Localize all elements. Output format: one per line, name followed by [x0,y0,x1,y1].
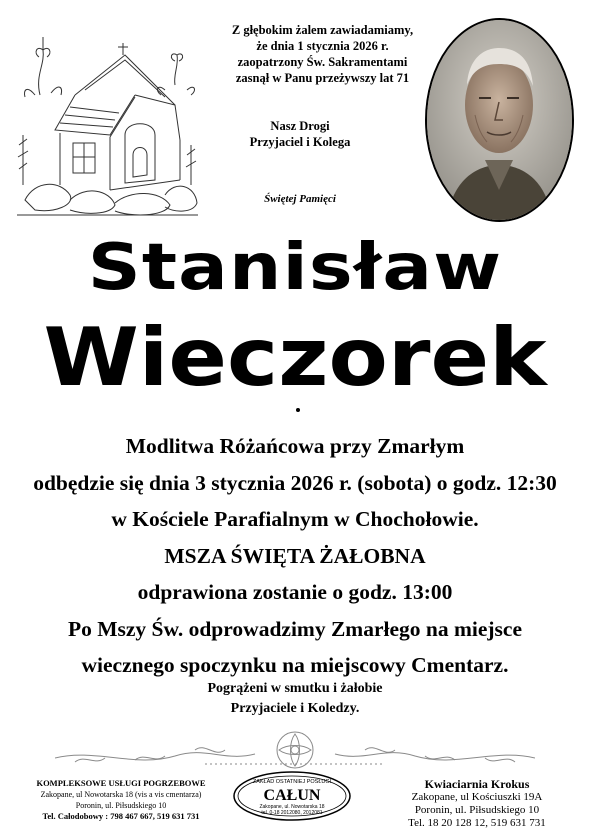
details-line: odbędzie się dnia 3 stycznia 2026 r. (sobota) o godz. 12:30 [33,470,557,495]
intro-text [195,22,450,86]
relation-text [215,118,385,150]
details-line: Modlitwa Różańcowa przy Zmarłym [125,434,465,458]
details-line: w Kościele Parafialnym w Chochołowie. [111,507,479,531]
florist-address: Poronin, ul. Piłsudskiego 10 [414,804,540,816]
mourners-line: Pogrążeni w smutku i żałobie [207,681,383,696]
funeral-services-title: KOMPLEKSOWE USŁUGI POGRZEBOWE [36,778,206,788]
last-name: Wieczorek [43,311,547,404]
details-line: odprawiona zostanie o godz. 13:00 [137,580,453,604]
ceremony-details [0,428,590,684]
funeral-services-info [12,778,230,822]
separator-dot [296,408,300,412]
logo-address: Zakopane, ul. Nowotarska 18 [259,804,325,810]
portrait-photo [425,18,574,222]
logo-phone: tel. 0-18 2012080, 2012081 [261,810,323,816]
logo-name: CAŁUN [263,787,321,804]
florist-address: Zakopane, ul Kościuszki 19A [411,791,543,803]
mourners-line: Przyjaciele i Koledzy. [230,701,360,716]
first-name: Stanisław [87,231,503,305]
details-line: MSZA ŚWIĘTA ŻAŁOBNA [164,543,426,568]
details-line: wiecznego spoczynku na miejscowy Cmentarz. [81,653,509,677]
funeral-services-address: Zakopane, ul Nowotarska 18 (vis a vis cmentarza) [40,790,202,799]
chapel-illustration [15,35,200,220]
florist-phone: Tel. 18 20 128 12, 519 631 731 [408,817,546,829]
memory-label: Świętej Pamięci [264,193,336,205]
details-line: Po Mszy Św. odprowadzimy Zmarłego na miejsce [67,616,523,641]
relation-line: Nasz Drogi [270,119,330,133]
portrait-image [427,20,572,220]
intro-line: że dnia 1 stycznia 2026 r. [256,39,389,53]
floral-ornament [55,728,535,776]
florist-info [372,778,582,830]
funeral-services-address: Poronin, ul. Piłsudskiego 10 [75,801,167,810]
intro-line: zasnął w Panu przeżywszy lat 71 [235,71,410,85]
logo-top-text: ZAKŁAD OSTATNIEJ POSŁUGI [252,779,332,785]
florist-title: Kwiaciarnia Krokus [424,777,530,791]
calun-logo [232,770,352,822]
intro-line: zaopatrzony Św. Sakramentami [237,55,408,69]
relation-line: Przyjaciel i Kolega [249,135,351,149]
funeral-services-phone: Tel. Całodobowy : 798 467 667, 519 631 731 [42,811,200,821]
mourners [0,679,590,719]
intro-line: Z głębokim żalem zawiadamiamy, [231,23,414,37]
